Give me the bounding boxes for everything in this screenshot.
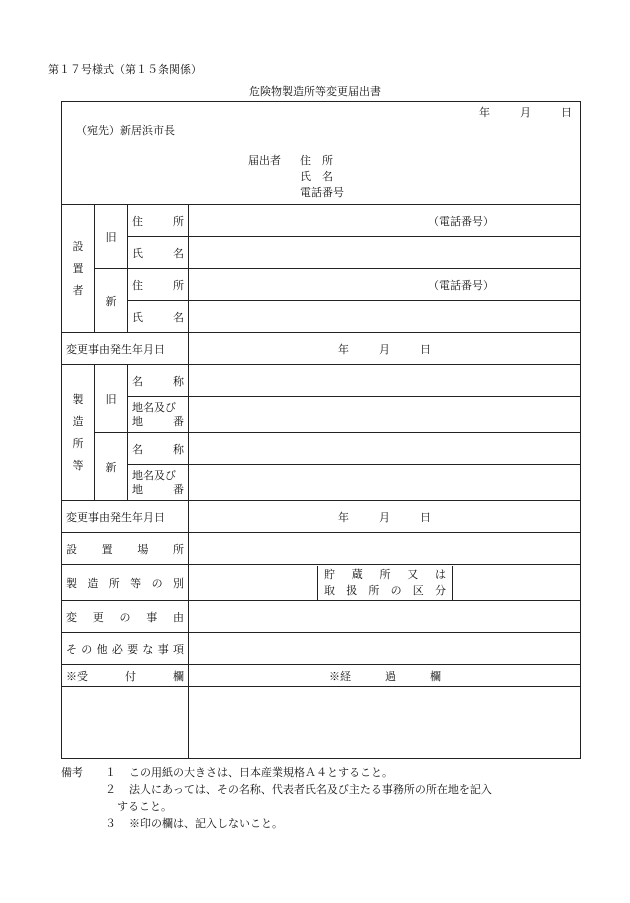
notifier-name-label: 氏 名 (300, 170, 333, 183)
change-date-field-1[interactable]: 年 月 日 (189, 333, 581, 365)
facility-old-name-field[interactable] (189, 365, 581, 397)
installer-new-address-label: 住 所 (128, 269, 189, 301)
installer-old-phone-note: （電話番号） (428, 214, 494, 228)
note-line-1: 備考 １ この用紙の大きさは、日本産業規格Ａ４とすること。 (61, 766, 393, 779)
reception-field (62, 687, 189, 759)
facility-type-field[interactable] (189, 566, 318, 600)
other-items-label: そ の 他 必 要 な 事 項 (62, 633, 189, 665)
installer-old-address-field[interactable] (189, 205, 581, 237)
facility-new-name-field[interactable] (189, 433, 581, 465)
reason-field[interactable] (189, 601, 581, 633)
notifier-phone-label: 電話番号 (300, 186, 344, 199)
facility-new-location-field[interactable] (189, 465, 581, 501)
addressee: （宛先）新居浜市長 (76, 124, 175, 137)
form-table (61, 204, 581, 759)
installer-new-label: 新 (95, 269, 128, 333)
date-month: 月 (520, 106, 531, 119)
document-title: 危険物製造所等変更届出書 (249, 85, 381, 98)
installation-place-field[interactable] (189, 533, 581, 565)
facility-old-location-field[interactable] (189, 397, 581, 433)
progress-field (189, 687, 581, 759)
notes-section (61, 764, 492, 832)
facility-new-name-label: 名 称 (128, 433, 189, 465)
installer-new-name-label: 氏 名 (128, 301, 189, 333)
installer-group-label: 設 置 者 (62, 205, 95, 333)
date-year: 年 (479, 106, 490, 119)
notifier-label: 届出者 (248, 154, 281, 167)
storage-handling-class-label: 貯 蔵 所 又 は 取 扱 所 の 区 分 (318, 566, 453, 600)
other-items-field[interactable] (189, 633, 581, 665)
facility-old-location-label: 地名及び 地 番 (128, 397, 189, 433)
note-line-3: すること。 (117, 800, 172, 813)
installer-new-name-field[interactable] (189, 301, 581, 333)
facility-type-row (189, 565, 581, 601)
notifier-block (248, 153, 344, 201)
facility-new-label: 新 (95, 433, 128, 501)
installer-new-address-field[interactable] (189, 269, 581, 301)
note-line-4: ３ ※印の欄は、記入しないこと。 (105, 817, 283, 830)
note-line-2: ２ 法人にあっては、その名称、代表者氏名及び主たる事務所の所在地を記入 (105, 783, 492, 796)
header-date (479, 104, 572, 120)
date-day: 日 (561, 106, 572, 119)
facility-group-label: 製 造 所 等 (62, 365, 95, 501)
storage-handling-class-field[interactable] (453, 566, 580, 600)
installer-old-label: 旧 (95, 205, 128, 269)
progress-label: ※経 過 欄 (189, 665, 581, 687)
change-date-label-2: 変更事由発生年月日 (62, 501, 189, 533)
installation-place-label: 設 置 場 所 (62, 533, 189, 565)
notifier-address-label: 住 所 (300, 154, 333, 167)
installer-old-address-label: 住 所 (128, 205, 189, 237)
facility-new-location-label: 地名及び 地 番 (128, 465, 189, 501)
facility-old-label: 旧 (95, 365, 128, 433)
installer-old-name-field[interactable] (189, 237, 581, 269)
form-number: 第１７号様式（第１５条関係） (48, 63, 202, 76)
reason-label: 変 更 の 事 由 (62, 601, 189, 633)
change-date-label-1: 変更事由発生年月日 (62, 333, 189, 365)
facility-type-label: 製 造 所 等 の 別 (62, 565, 189, 601)
facility-old-name-label: 名 称 (128, 365, 189, 397)
change-date-field-2[interactable]: 年 月 日 (189, 501, 581, 533)
reception-label: ※受 付 欄 (62, 665, 189, 687)
installer-new-phone-note: （電話番号） (428, 278, 494, 292)
installer-old-name-label: 氏 名 (128, 237, 189, 269)
header-box (61, 101, 581, 205)
